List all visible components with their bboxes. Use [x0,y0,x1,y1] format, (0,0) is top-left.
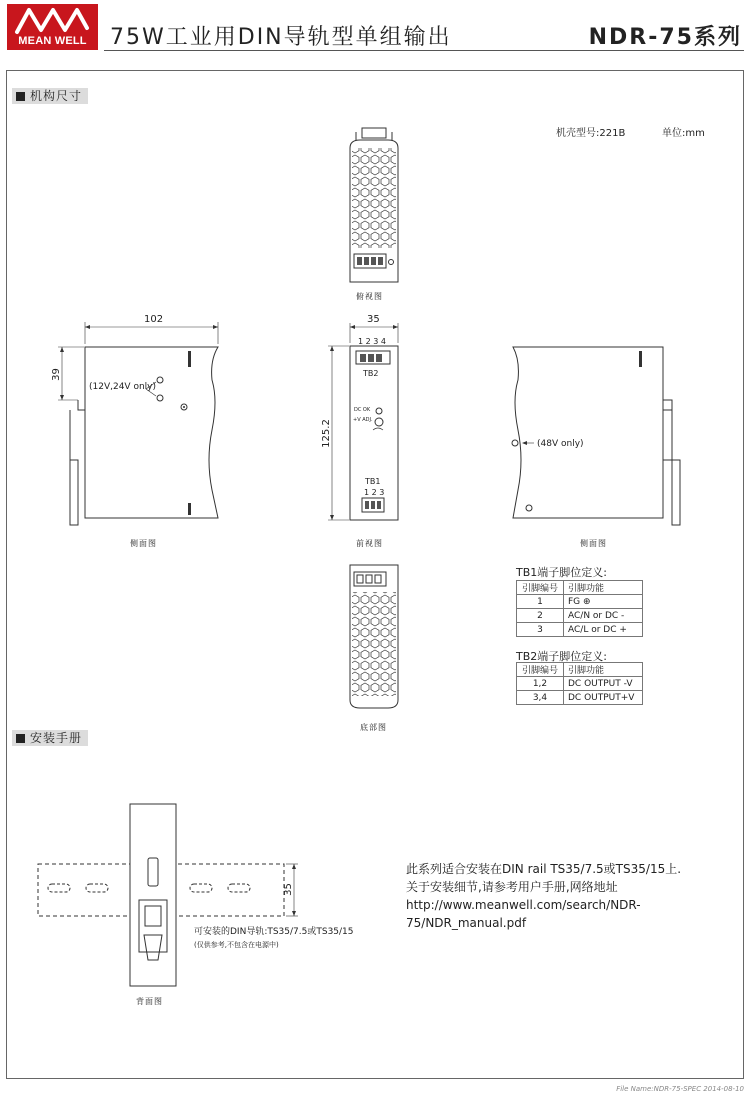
front-view-caption: 前视图 [356,539,383,548]
dim-width: 102 [144,314,164,325]
right-side-caption: 侧面图 [580,539,607,548]
installation-drawing [38,804,298,986]
table-row [517,691,643,705]
pin-number: 2 [517,609,564,623]
right-side-view-drawing [512,347,680,525]
pin-function: FG ⊕ [564,595,643,609]
pin-number: 1,2 [517,677,564,691]
top-view-caption: 俯视图 [356,292,383,301]
header-pin-function: 引脚功能 [564,663,643,677]
left-side-caption: 侧面图 [130,539,157,548]
rail-note: (仅供参考,不包含在电源中) [194,941,279,949]
header-pin-number: 引脚编号 [517,663,564,677]
series-name: NDR-75系列 [588,25,742,50]
pin-function: AC/L or DC + [564,623,643,637]
dc-ok-label: DC OK [354,407,371,413]
rail-text: 可安装的DIN导轨:TS35/7.5或TS35/15 [194,927,354,937]
dim-depth: 35 [367,314,380,325]
install-note-line1: 此系列适合安装在DIN rail TS35/7.5或TS35/15上. [406,862,682,876]
pin-number: 3,4 [517,691,564,705]
dim-35-rail: 35 [282,883,294,896]
v-adj-label: +V ADJ. [353,417,373,423]
table-row [517,677,643,691]
table-row [517,595,643,609]
dim-height: 125.2 [320,419,332,448]
left-side-view-drawing [58,322,218,525]
document-title: 75W工业用DIN导轨型单组输出 [110,25,452,50]
tb1-title: TB1端子脚位定义: [516,566,607,579]
logo-text: MEAN WELL [18,35,87,47]
table-row [517,609,643,623]
back-view-caption: 背面图 [136,997,163,1006]
pin-function: DC OUTPUT+V [564,691,643,705]
table-row [517,623,643,637]
pin-number: 3 [517,623,564,637]
table-header-row [517,663,643,677]
tb1-pin-numbers: 1 2 3 [364,488,385,497]
section-title-dimensions: 机构尺寸 [12,88,88,104]
pin-function: AC/N or DC - [564,609,643,623]
unit-label: 单位:mm [662,128,705,139]
top-view-drawing [350,128,398,282]
tb2-title: TB2端子脚位定义: [516,650,607,663]
tb1-table [516,580,643,637]
install-note-line2: 关于安装细节,请参考用户手册,网络地址 [406,880,618,894]
label-12-24: (12V,24V only) [89,382,156,392]
header-pin-function: 引脚功能 [564,581,643,595]
label-48: (48V only) [537,439,584,449]
tb2-label: TB2 [363,369,379,378]
pin-number: 1 [517,595,564,609]
dim-39: 39 [50,368,62,381]
tb2-table [516,662,643,705]
manual-url[interactable]: http://www.meanwell.com/search/NDR-75/NDR_manual.pdf [406,898,641,930]
pin-function: DC OUTPUT -V [564,677,643,691]
case-info: 机壳型号:221B [556,128,626,139]
table-header-row [517,581,643,595]
bottom-view-caption: 底部图 [360,723,387,732]
tb1-label: TB1 [365,477,381,486]
tb2-pin-numbers: 1 2 3 4 [358,337,386,346]
file-footer: File Name:NDR-75-SPEC 2014-08-10 [616,1085,744,1093]
header-pin-number: 引脚编号 [517,581,564,595]
bottom-view-drawing [350,565,398,708]
section-title-install: 安装手册 [12,730,88,746]
